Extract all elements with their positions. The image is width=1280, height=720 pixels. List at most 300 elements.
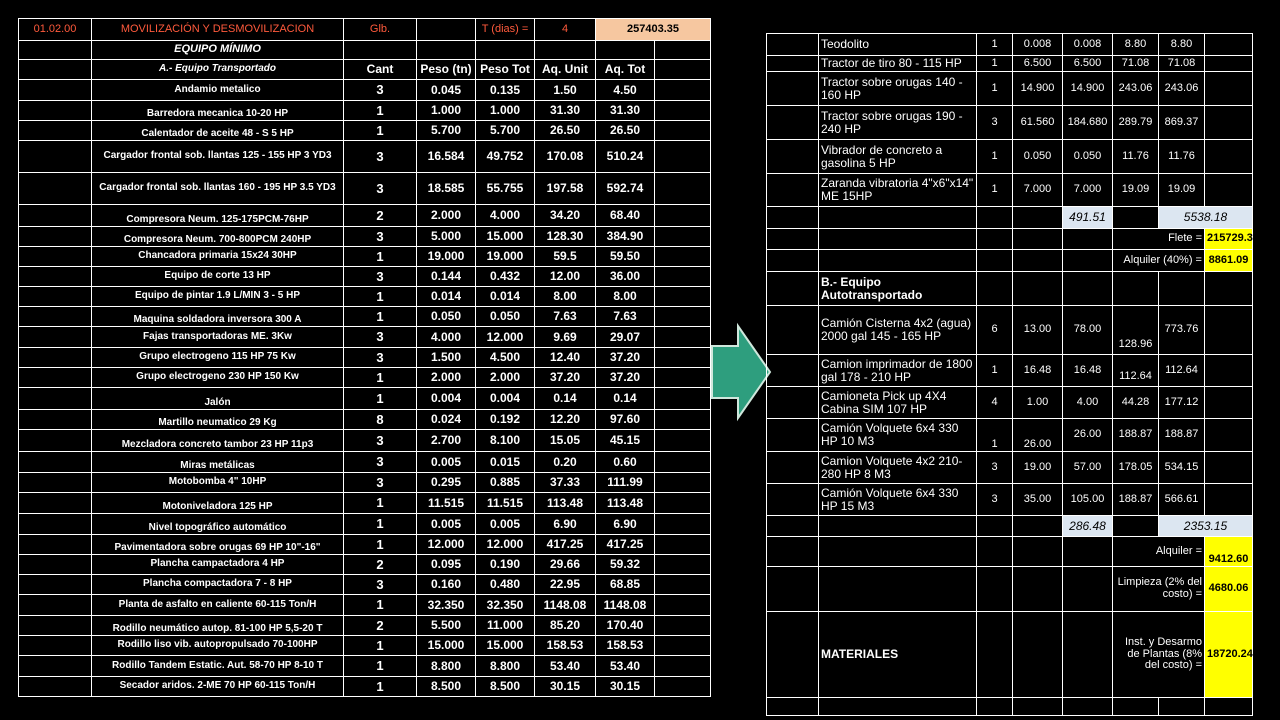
equipment-name: Camion imprimador de 1800 gal 178 - 210 HP (819, 355, 977, 387)
equipment-name: Mezcladora concreto tambor 23 HP 11p3 (92, 430, 344, 452)
aq-tot-cell: 384.90 (596, 227, 655, 247)
header-row (19, 19, 711, 41)
aq-unit-cell: 19.09 (1113, 174, 1159, 207)
aq-unit-cell: 8.00 (535, 287, 596, 307)
peso-cell: 32.350 (417, 595, 476, 616)
equipment-name: Grupo electrogeno 115 HP 75 Kw (92, 348, 344, 368)
table-row (19, 205, 711, 227)
inst-value: 18720.24 (1205, 612, 1253, 698)
table-row (767, 106, 1253, 140)
section-b-title: B.- Equipo Autotransportado (819, 272, 977, 306)
peso-tot-cell: 14.900 (1063, 72, 1113, 106)
cant-cell: 6 (977, 306, 1013, 355)
alquiler-40-value: 8861.09 (1205, 250, 1253, 272)
peso-tot-cell: 0.480 (476, 575, 535, 595)
peso-tot-cell: 8.500 (476, 677, 535, 697)
item-unit: Glb. (344, 19, 417, 41)
cant-cell: 1 (344, 677, 417, 697)
equipment-table-left (18, 18, 711, 697)
aq-tot-cell: 177.12 (1159, 387, 1205, 419)
peso-tot-cell: 184.680 (1063, 106, 1113, 140)
equipment-name: Motoniveladora 125 HP (92, 493, 344, 514)
alquiler-value: 9412.60 (1205, 537, 1253, 567)
total-b-peso: 286.48 (1063, 516, 1113, 537)
equipment-name: Camión Cisterna 4x2 (agua) 2000 gal 145 - 165 HP (819, 306, 977, 355)
peso-cell: 0.050 (417, 307, 476, 327)
table-row (19, 141, 711, 173)
peso-cell: 0.004 (417, 388, 476, 410)
peso-tot-cell: 15.000 (476, 636, 535, 656)
peso-cell: 13.00 (1013, 306, 1063, 355)
column-header: Cant (344, 60, 417, 80)
table-row (767, 698, 1253, 716)
table-row (19, 575, 711, 595)
equipment-name: Tractor de tiro 80 - 115 HP (819, 56, 977, 72)
peso-cell: 8.800 (417, 656, 476, 677)
aq-unit-cell: 417.25 (535, 535, 596, 555)
aq-tot-cell: 53.40 (596, 656, 655, 677)
table-row (19, 368, 711, 388)
cant-cell: 1 (344, 535, 417, 555)
cant-cell: 3 (344, 430, 417, 452)
total-b-aq: 2353.15 (1159, 516, 1253, 537)
cant-cell: 1 (344, 514, 417, 535)
peso-tot-cell: 8.100 (476, 430, 535, 452)
aq-tot-cell: 26.50 (596, 121, 655, 141)
column-header-row (19, 60, 711, 80)
aq-unit-cell: 12.40 (535, 348, 596, 368)
aq-unit-cell: 53.40 (535, 656, 596, 677)
cant-cell: 1 (344, 368, 417, 388)
days-label: T (dias) = (476, 19, 535, 41)
peso-cell: 1.00 (1013, 387, 1063, 419)
peso-tot-cell: 0.050 (1063, 140, 1113, 174)
cant-cell: 8 (344, 410, 417, 430)
equipment-name: Camion Volquete 4x2 210-280 HP 8 M3 (819, 452, 977, 484)
cant-cell: 1 (344, 493, 417, 514)
peso-tot-cell: 0.135 (476, 80, 535, 101)
peso-tot-cell: 0.190 (476, 555, 535, 575)
peso-cell: 0.024 (417, 410, 476, 430)
equipment-name: Plancha campactadora 4 HP (92, 555, 344, 575)
peso-cell: 6.500 (1013, 56, 1063, 72)
cant-cell: 1 (977, 56, 1013, 72)
aq-tot-cell: 71.08 (1159, 56, 1205, 72)
column-header: Aq. Unit (535, 60, 596, 80)
peso-cell: 61.560 (1013, 106, 1063, 140)
peso-tot-cell: 49.752 (476, 141, 535, 173)
cant-cell: 3 (344, 473, 417, 493)
peso-tot-cell: 0.008 (1063, 34, 1113, 56)
aq-tot-cell: 112.64 (1159, 355, 1205, 387)
table-row (19, 327, 711, 348)
peso-cell: 19.000 (417, 247, 476, 267)
table-row (19, 348, 711, 368)
days-value: 4 (535, 19, 596, 41)
aq-unit-cell: 128.96 (1113, 306, 1159, 355)
aq-tot-cell: 0.14 (596, 388, 655, 410)
aq-unit-cell: 188.87 (1113, 419, 1159, 452)
peso-cell: 8.500 (417, 677, 476, 697)
peso-cell: 11.515 (417, 493, 476, 514)
aq-unit-cell: 12.00 (535, 267, 596, 287)
aq-unit-cell: 1148.08 (535, 595, 596, 616)
peso-tot-cell: 4.000 (476, 205, 535, 227)
cant-cell: 4 (977, 387, 1013, 419)
cant-cell: 1 (344, 595, 417, 616)
cant-cell: 3 (344, 227, 417, 247)
alquiler-label: Alquiler = (1113, 537, 1205, 567)
peso-tot-cell: 4.00 (1063, 387, 1113, 419)
aq-unit-cell: 31.30 (535, 101, 596, 121)
peso-tot-cell: 0.885 (476, 473, 535, 493)
aq-tot-cell: 11.76 (1159, 140, 1205, 174)
aq-unit-cell: 0.14 (535, 388, 596, 410)
equipment-name: Cargador frontal sob. llantas 160 - 195 HP 3.5 YD3 (92, 173, 344, 205)
peso-tot-cell: 11.000 (476, 616, 535, 636)
equipment-name: Rodillo liso vib. autopropulsado 70-100HP (92, 636, 344, 656)
aq-tot-cell: 6.90 (596, 514, 655, 535)
item-title: MOVILIZACIÓN Y DESMOVILIZACION (92, 19, 344, 41)
peso-tot-cell: 1.000 (476, 101, 535, 121)
equipment-name: Teodolito (819, 34, 977, 56)
aq-tot-cell: 45.15 (596, 430, 655, 452)
peso-tot-cell: 0.005 (476, 514, 535, 535)
peso-cell: 0.295 (417, 473, 476, 493)
equipment-name: Vibrador de concreto a gasolina 5 HP (819, 140, 977, 174)
peso-cell: 26.00 (1013, 419, 1063, 452)
aq-unit-cell: 12.20 (535, 410, 596, 430)
peso-cell: 0.095 (417, 555, 476, 575)
equipment-name: Barredora mecanica 10-20 HP (92, 101, 344, 121)
peso-cell: 0.005 (417, 514, 476, 535)
equipment-name: Compresora Neum. 700-800PCM 240HP (92, 227, 344, 247)
equipment-name: Tractor sobre orugas 190 - 240 HP (819, 106, 977, 140)
item-code: 01.02.00 (19, 19, 92, 41)
cant-cell: 1 (344, 636, 417, 656)
aq-unit-cell: 11.76 (1113, 140, 1159, 174)
cant-cell: 1 (977, 174, 1013, 207)
cant-cell: 3 (977, 452, 1013, 484)
aq-unit-cell: 37.20 (535, 368, 596, 388)
peso-tot-cell: 15.000 (476, 227, 535, 247)
table-row (767, 56, 1253, 72)
aq-tot-cell: 59.50 (596, 247, 655, 267)
table-row (767, 34, 1253, 56)
aq-unit-cell: 37.33 (535, 473, 596, 493)
equipment-name: Grupo electrogeno 230 HP 150 Kw (92, 368, 344, 388)
column-header: Peso (tn) (417, 60, 476, 80)
equipment-name: Jalón (92, 388, 344, 410)
aq-unit-cell: 113.48 (535, 493, 596, 514)
aq-tot-cell: 8.00 (596, 287, 655, 307)
table-row (767, 387, 1253, 419)
table-row (19, 307, 711, 327)
equipment-name: Plancha compactadora 7 - 8 HP (92, 575, 344, 595)
cant-cell: 3 (344, 452, 417, 473)
table-row (767, 419, 1253, 452)
table-row (19, 636, 711, 656)
aq-unit-cell: 112.64 (1113, 355, 1159, 387)
aq-tot-cell: 188.87 (1159, 419, 1205, 452)
equipment-name: Camión Volquete 6x4 330 HP 10 M3 (819, 419, 977, 452)
equipment-name: Fajas transportadoras ME. 3Kw (92, 327, 344, 348)
peso-cell: 1.000 (417, 101, 476, 121)
table-row (767, 140, 1253, 174)
peso-tot-cell: 2.000 (476, 368, 535, 388)
peso-cell: 7.000 (1013, 174, 1063, 207)
aq-tot-cell: 7.63 (596, 307, 655, 327)
aq-unit-cell: 178.05 (1113, 452, 1159, 484)
peso-tot-cell: 7.000 (1063, 174, 1113, 207)
table-row (19, 656, 711, 677)
materiales-row (767, 612, 1253, 698)
peso-tot-cell: 0.014 (476, 287, 535, 307)
aq-tot-cell: 8.80 (1159, 34, 1205, 56)
cant-cell: 2 (344, 205, 417, 227)
peso-cell: 5.500 (417, 616, 476, 636)
equipment-name: Rodillo neumático autop. 81-100 HP 5,5-20 T (92, 616, 344, 636)
equipment-name: Motobomba 4" 10HP (92, 473, 344, 493)
cant-cell: 3 (977, 106, 1013, 140)
equipment-name: Equipo de pintar 1.9 L/MIN 3 - 5 HP (92, 287, 344, 307)
table-row (19, 101, 711, 121)
cant-cell: 1 (977, 419, 1013, 452)
flete-label: Flete = (1113, 229, 1205, 250)
aq-tot-cell: 1148.08 (596, 595, 655, 616)
limpieza-label: Limpieza (2% del costo) = (1113, 567, 1205, 612)
peso-tot-cell: 0.432 (476, 267, 535, 287)
aq-unit-cell: 128.30 (535, 227, 596, 247)
peso-cell: 2.000 (417, 205, 476, 227)
aq-unit-cell: 1.50 (535, 80, 596, 101)
cant-cell: 1 (977, 72, 1013, 106)
table-row (767, 72, 1253, 106)
aq-unit-cell: 9.69 (535, 327, 596, 348)
aq-tot-cell: 30.15 (596, 677, 655, 697)
table-row (19, 514, 711, 535)
aq-tot-cell: 68.40 (596, 205, 655, 227)
table-row (19, 555, 711, 575)
table-row (19, 430, 711, 452)
aq-tot-cell: 37.20 (596, 368, 655, 388)
table-row (19, 410, 711, 430)
table-row (767, 306, 1253, 355)
peso-cell: 0.045 (417, 80, 476, 101)
peso-tot-cell: 32.350 (476, 595, 535, 616)
alquiler-40-row (767, 250, 1253, 272)
aq-tot-cell: 566.61 (1159, 484, 1205, 516)
equipment-name: Equipo de corte 13 HP (92, 267, 344, 287)
table-row (19, 287, 711, 307)
table-row (19, 473, 711, 493)
aq-tot-cell: 158.53 (596, 636, 655, 656)
cant-cell: 1 (344, 287, 417, 307)
table-row (767, 452, 1253, 484)
aq-unit-cell: 44.28 (1113, 387, 1159, 419)
equipment-name: Zaranda vibratoria 4"x6"x14" ME 15HP (819, 174, 977, 207)
cant-cell: 1 (344, 656, 417, 677)
table-row (19, 80, 711, 101)
table-row (19, 121, 711, 141)
peso-cell: 16.584 (417, 141, 476, 173)
peso-tot-cell: 0.004 (476, 388, 535, 410)
equipment-name: Camioneta Pick up 4X4 Cabina SIM 107 HP (819, 387, 977, 419)
section-row (19, 41, 711, 60)
cant-cell: 3 (344, 173, 417, 205)
aq-unit-cell: 22.95 (535, 575, 596, 595)
table-row (767, 484, 1253, 516)
aq-tot-cell: 170.40 (596, 616, 655, 636)
aq-unit-cell: 170.08 (535, 141, 596, 173)
aq-unit-cell: 158.53 (535, 636, 596, 656)
equipment-name: Maquina soldadora inversora 300 A (92, 307, 344, 327)
aq-tot-cell: 773.76 (1159, 306, 1205, 355)
aq-unit-cell: 243.06 (1113, 72, 1159, 106)
table-row (19, 452, 711, 473)
aq-unit-cell: 85.20 (535, 616, 596, 636)
equipment-name: Planta de asfalto en caliente 60-115 Ton/H (92, 595, 344, 616)
cant-cell: 1 (344, 388, 417, 410)
aq-unit-cell: 8.80 (1113, 34, 1159, 56)
total-b-row (767, 516, 1253, 537)
flete-value: 215729.36 (1205, 229, 1253, 250)
peso-tot-cell: 16.48 (1063, 355, 1113, 387)
cant-cell: 3 (344, 348, 417, 368)
aq-tot-cell: 510.24 (596, 141, 655, 173)
aq-tot-cell: 36.00 (596, 267, 655, 287)
cant-cell: 3 (344, 80, 417, 101)
aq-tot-cell: 534.15 (1159, 452, 1205, 484)
aq-unit-cell: 34.20 (535, 205, 596, 227)
cant-cell: 1 (344, 121, 417, 141)
cant-cell: 3 (344, 267, 417, 287)
table-row (19, 595, 711, 616)
aq-tot-cell: 29.07 (596, 327, 655, 348)
cant-cell: 3 (977, 484, 1013, 516)
peso-tot-cell: 4.500 (476, 348, 535, 368)
total-a-row (767, 207, 1253, 229)
peso-tot-cell: 26.00 (1063, 419, 1113, 452)
equipment-name: Tractor sobre orugas 140 - 160 HP (819, 72, 977, 106)
table-row (19, 227, 711, 247)
aq-unit-cell: 197.58 (535, 173, 596, 205)
aq-tot-cell: 59.32 (596, 555, 655, 575)
total-a-peso: 491.51 (1063, 207, 1113, 229)
inst-label: Inst. y Desarmo de Plantas (8% del costo) = (1113, 612, 1205, 698)
aq-unit-cell: 29.66 (535, 555, 596, 575)
aq-unit-cell: 15.05 (535, 430, 596, 452)
aq-unit-cell: 188.87 (1113, 484, 1159, 516)
equipment-name: Compresora Neum. 125-175PCM-76HP (92, 205, 344, 227)
equipment-name: Nivel topográfico automático (92, 514, 344, 535)
aq-tot-cell: 4.50 (596, 80, 655, 101)
peso-cell: 0.160 (417, 575, 476, 595)
aq-tot-cell: 417.25 (596, 535, 655, 555)
aq-tot-cell: 19.09 (1159, 174, 1205, 207)
peso-cell: 5.000 (417, 227, 476, 247)
materiales-label: MATERIALES (819, 612, 977, 698)
flete-row (767, 229, 1253, 250)
aq-tot-cell: 0.60 (596, 452, 655, 473)
aq-tot-cell: 31.30 (596, 101, 655, 121)
peso-cell: 0.014 (417, 287, 476, 307)
equipment-name: Calentador de aceite 48 - S 5 HP (92, 121, 344, 141)
cant-cell: 2 (344, 616, 417, 636)
table-row (19, 677, 711, 697)
table-row (19, 388, 711, 410)
peso-tot-cell: 55.755 (476, 173, 535, 205)
peso-tot-cell: 12.000 (476, 327, 535, 348)
aq-tot-cell: 113.48 (596, 493, 655, 514)
table-row (19, 267, 711, 287)
peso-tot-cell: 57.00 (1063, 452, 1113, 484)
cant-cell: 1 (344, 101, 417, 121)
peso-cell: 5.700 (417, 121, 476, 141)
equipment-table-right (766, 33, 1259, 716)
equipment-name: Chancadora primaria 15x24 30HP (92, 247, 344, 267)
peso-cell: 18.585 (417, 173, 476, 205)
aq-unit-cell: 59.5 (535, 247, 596, 267)
peso-cell: 0.144 (417, 267, 476, 287)
equipment-name: Pavimentadora sobre orugas 69 HP 10"-16" (92, 535, 344, 555)
cant-cell: 1 (977, 355, 1013, 387)
section-title: EQUIPO MÍNIMO (92, 41, 344, 60)
section-b-row (767, 272, 1253, 306)
cant-cell: 1 (344, 307, 417, 327)
table-row (19, 616, 711, 636)
peso-cell: 15.000 (417, 636, 476, 656)
peso-tot-cell: 11.515 (476, 493, 535, 514)
equipment-name: Andamio metalico (92, 80, 344, 101)
cant-cell: 3 (344, 575, 417, 595)
peso-tot-cell: 0.050 (476, 307, 535, 327)
limpieza-row (767, 567, 1253, 612)
peso-tot-cell: 105.00 (1063, 484, 1113, 516)
peso-cell: 0.005 (417, 452, 476, 473)
table-row (19, 535, 711, 555)
cant-cell: 3 (344, 327, 417, 348)
peso-tot-cell: 12.000 (476, 535, 535, 555)
equipment-name: Secador aridos. 2-ME 70 HP 60-115 Ton/H (92, 677, 344, 697)
alquiler-40-label: Alquiler (40%) = (1113, 250, 1205, 272)
peso-cell: 14.900 (1013, 72, 1063, 106)
peso-cell: 4.000 (417, 327, 476, 348)
arrow-right-icon (712, 326, 770, 418)
peso-tot-cell: 19.000 (476, 247, 535, 267)
aq-unit-cell: 30.15 (535, 677, 596, 697)
equipment-name: Rodillo Tandem Estatic. Aut. 58-70 HP 8-10 T (92, 656, 344, 677)
peso-cell: 19.00 (1013, 452, 1063, 484)
total-a-aq: 5538.18 (1159, 207, 1253, 229)
aq-unit-cell: 26.50 (535, 121, 596, 141)
aq-unit-cell: 289.79 (1113, 106, 1159, 140)
limpieza-value: 4680.06 (1205, 567, 1253, 612)
cant-cell: 1 (344, 247, 417, 267)
aq-unit-cell: 71.08 (1113, 56, 1159, 72)
aq-unit-cell: 6.90 (535, 514, 596, 535)
aq-tot-cell: 68.85 (596, 575, 655, 595)
peso-tot-cell: 0.015 (476, 452, 535, 473)
peso-cell: 0.050 (1013, 140, 1063, 174)
equipment-name: Miras metálicas (92, 452, 344, 473)
peso-cell: 2.000 (417, 368, 476, 388)
table-row (767, 174, 1253, 207)
peso-tot-cell: 78.00 (1063, 306, 1113, 355)
aq-unit-cell: 0.20 (535, 452, 596, 473)
equipment-name: Cargador frontal sob. llantas 125 - 155 HP 3 YD3 (92, 141, 344, 173)
item-total: 257403.35 (596, 19, 711, 41)
